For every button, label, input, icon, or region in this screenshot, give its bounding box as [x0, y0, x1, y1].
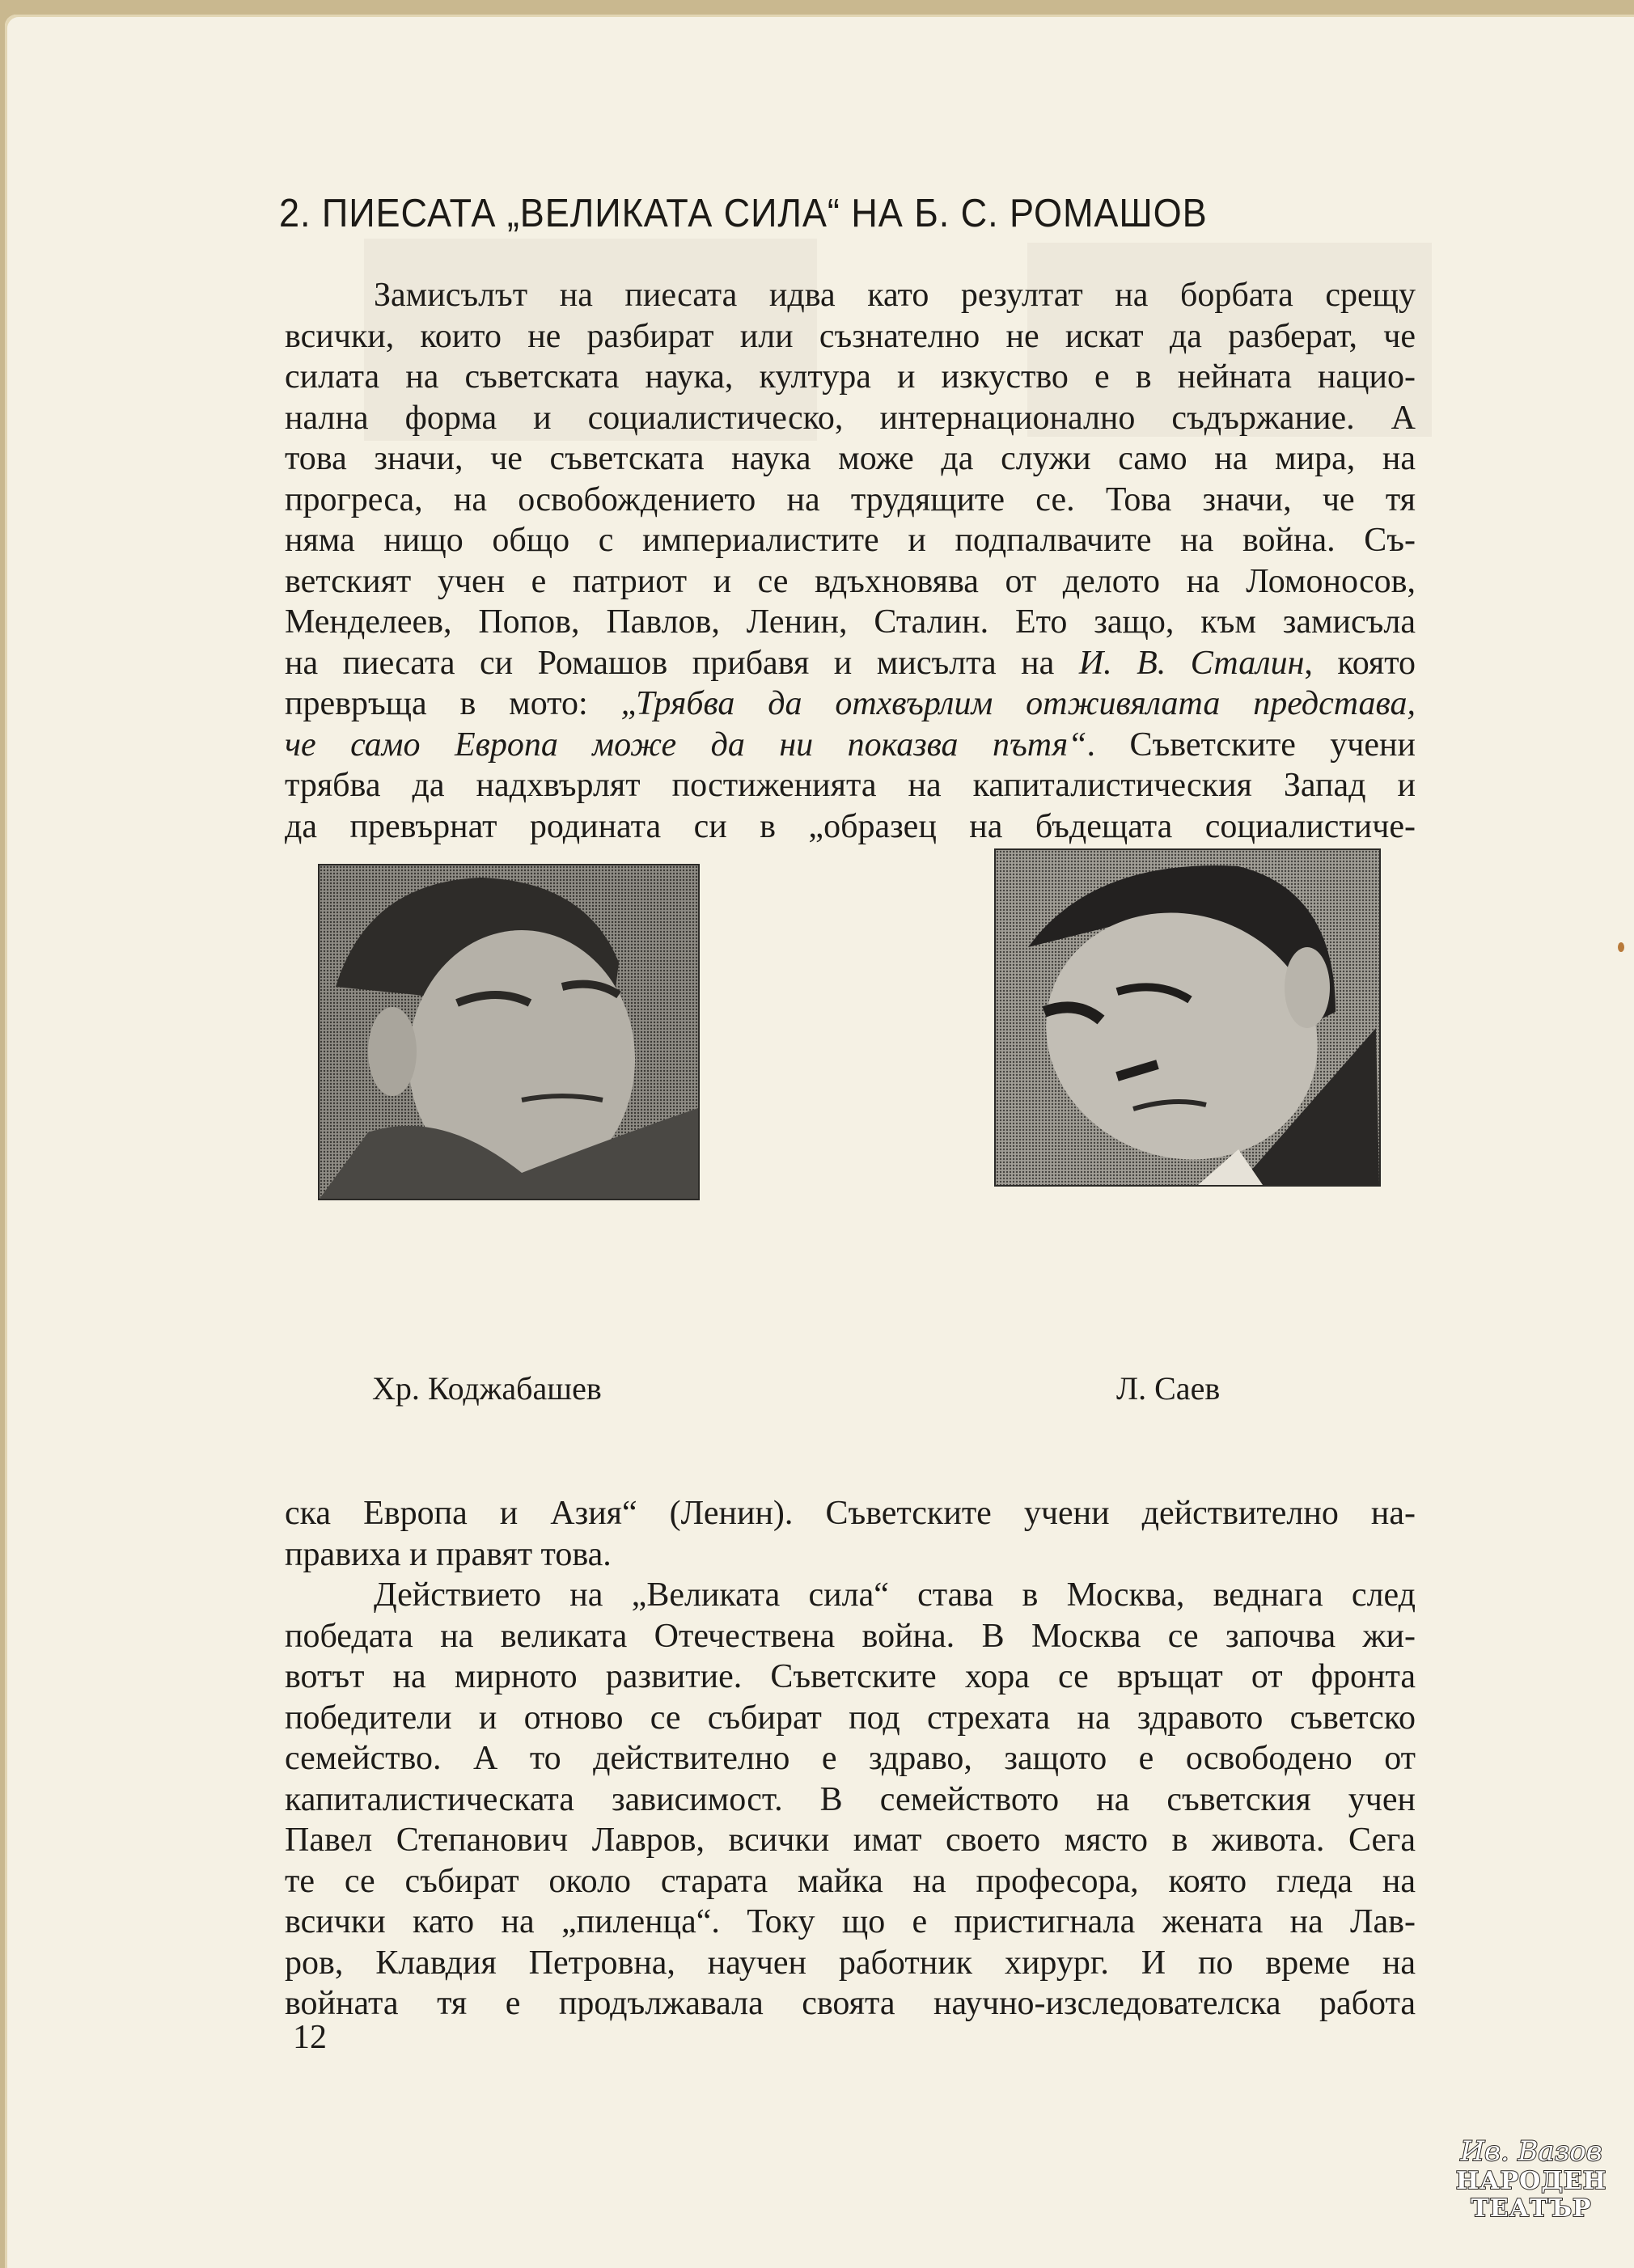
text-line: Действието на „Великата сила“ става в Москва, веднага след: [374, 1576, 1416, 1614]
text-segment: , която: [1304, 644, 1416, 682]
portrait-photo-kodzhabashev: [318, 864, 700, 1200]
text-line: победители и отново се събират под стрехата на здравото съветско: [285, 1699, 1416, 1737]
portrait-image: [320, 865, 698, 1199]
text-line: ров, Клавдия Петровна, научен работник хирург. И по време на: [285, 1944, 1416, 1982]
author-name-italic: И. В. Сталин: [1078, 644, 1305, 682]
text-line: Замисълът на пиесата идва като резултат на борбата срещу: [374, 277, 1416, 314]
text-line: Менделеев, Попов, Павлов, Ленин, Сталин. Ето защо, към замисъла: [285, 603, 1416, 641]
text-line: всички като на „пиленца“. Току що е пристигнала жената на Лав-: [285, 1903, 1416, 1940]
text-line: силата на съветската наука, култура и изкуство е в нейната нацио-: [285, 358, 1416, 396]
photo-caption: Хр. Коджабашев: [372, 1370, 602, 1407]
text-line: ветският учен е патриот и се вдъхновява от делото на Ломоносов,: [285, 562, 1416, 600]
paragraph-action: [285, 1493, 1416, 2025]
text-line: правиха и правят това.: [285, 1535, 612, 1573]
text-line-stalin: [285, 643, 1416, 684]
text-line-motto-end: [285, 725, 1416, 766]
logo-line1: НАРОДЕН: [1455, 2167, 1607, 2195]
text-line: да превърнат родината си в „образец на бъдещата социалистиче-: [285, 807, 1416, 845]
paper-stain: [1618, 942, 1624, 952]
text-line: ска Европа и Азия“ (Ленин). Съветските учени действително на-: [285, 1495, 1416, 1532]
page-number: 12: [293, 2019, 327, 2056]
text-line: победата на великата Отечествена война. В Москва се започва жи-: [285, 1617, 1416, 1655]
text-line: те се събират около старата майка на професора, която гледа на: [285, 1862, 1416, 1900]
text-line: трябва да надхвърлят постиженията на капиталистическия Запад и: [285, 767, 1416, 804]
logo-line2: ТЕАТЪР: [1471, 2194, 1592, 2223]
text-line: войната тя е продължавала своята научно-изследователска работа: [285, 1985, 1416, 2022]
theatre-logo-watermark: [1454, 2135, 1608, 2240]
text-segment: на пиесата си Ромашов прибавя и мисълта на: [285, 644, 1055, 682]
portrait-image: [996, 850, 1379, 1185]
logo-signature: Ив. Вазов: [1460, 2135, 1602, 2168]
text-line: Павел Степанович Лавров, всички имат своето място в живота. Сега: [285, 1822, 1416, 1859]
text-line: прогреса, на освобождението на трудящите се. Това значи, че тя: [285, 480, 1416, 518]
paragraph-intro: [285, 275, 1416, 847]
text-segment: . Съветските учени: [1086, 726, 1416, 764]
text-line: нална форма и социалистическо, интернационално съдържание. А: [285, 399, 1416, 437]
photo-caption: Л. Саев: [1116, 1370, 1221, 1407]
text-line: няма нищо общо с империалистите и подпалвачите на война. Съ-: [285, 522, 1416, 559]
portrait-photo-saev: [994, 848, 1381, 1187]
text-line-motto: [285, 683, 1416, 725]
text-line: всички, които не разбират или съзнателно не искат да разберат, че: [285, 317, 1416, 355]
section-heading: 2. ПИЕСАТА „ВЕЛИКАТА СИЛА“ НА Б. С. РОМАШОВ: [279, 192, 1208, 235]
text-line: това значи, че съветската наука може да служи само на мира, на: [285, 440, 1416, 477]
motto-quote: „Трябва да отхвърлим отживялата представа,: [587, 685, 1416, 722]
text-line: капиталистическата зависимост. В семейството на съветския учен: [285, 1780, 1416, 1818]
text-line: вотът на мирното развитие. Съветските хора се връщат от фронта: [285, 1658, 1416, 1695]
motto-quote: че само Европа може да ни показва пътя“: [285, 726, 1087, 764]
text-segment: превръща в мото:: [285, 685, 588, 722]
text-line: семейство. А то действително е здраво, защото е освободено от: [285, 1740, 1416, 1777]
